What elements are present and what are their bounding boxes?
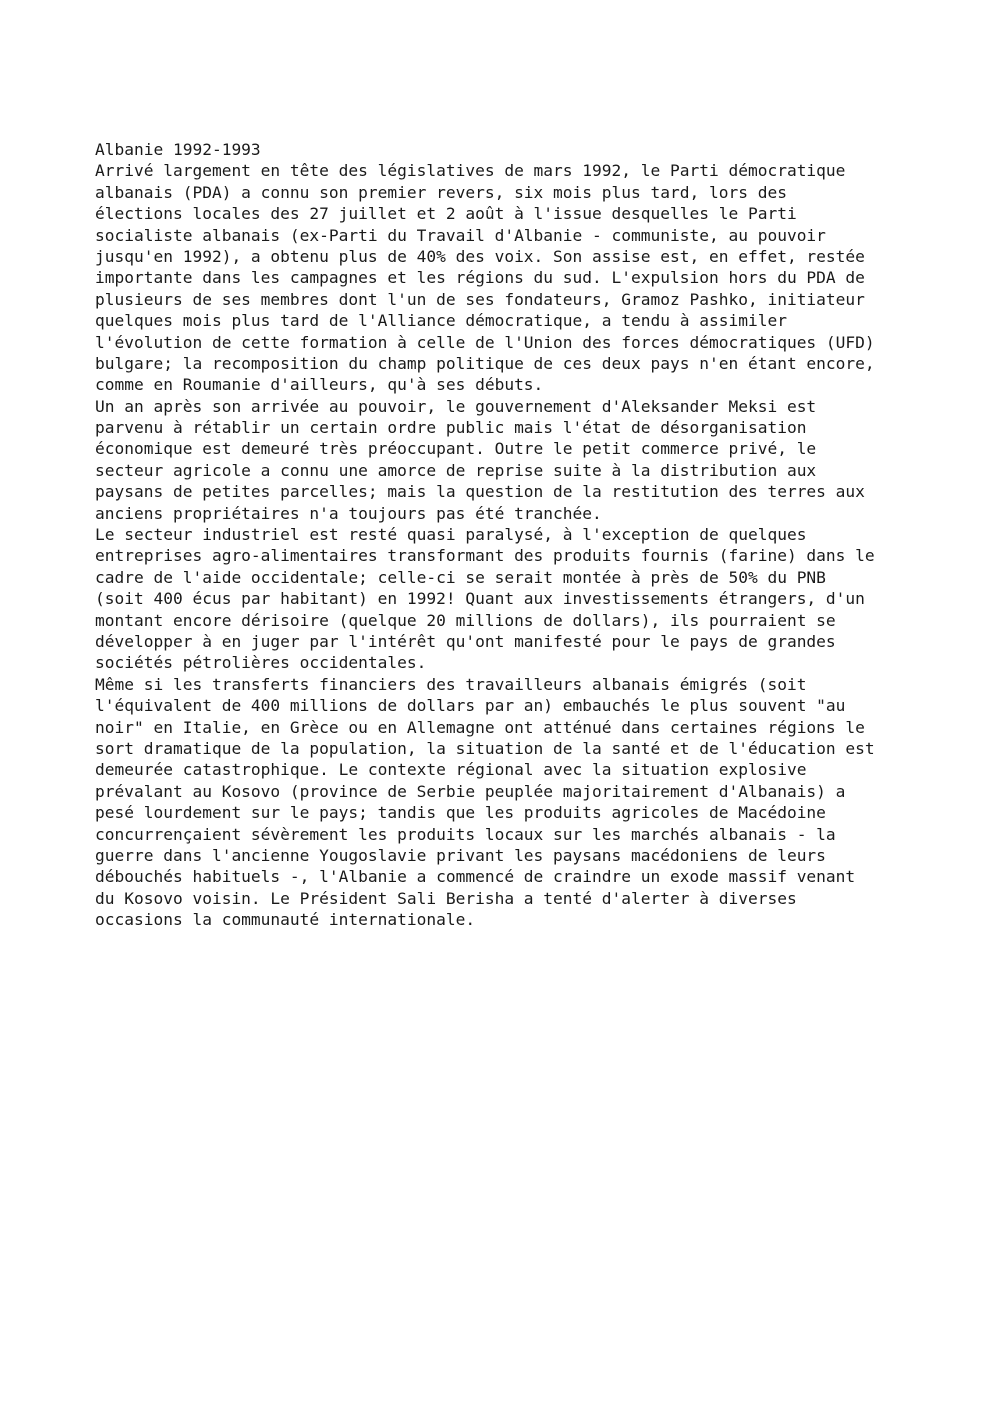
- body-line: albanais (PDA) a connu son premier revers, six mois plus tard, lors des: [95, 182, 787, 202]
- body-line: débouchés habituels -, l'Albanie a commencé de craindre un exode massif venant: [95, 867, 856, 887]
- body-line: comme en Roumanie d'ailleurs, qu'à ses débuts.: [95, 375, 544, 395]
- body-line: noir" en Italie, en Grèce ou en Allemagne ont atténué dans certaines régions le: [95, 717, 865, 737]
- body-line: parvenu à rétablir un certain ordre public mais l'état de désorganisation: [95, 418, 807, 438]
- body-line: Arrivé largement en tête des législatives de mars 1992, le Parti démocratique: [95, 161, 846, 181]
- body-line: montant encore dérisoire (quelque 20 millions de dollars), ils pourraient se: [95, 610, 836, 630]
- body-line: anciens propriétaires n'a toujours pas été tranchée.: [95, 503, 602, 523]
- body-line: entreprises agro-alimentaires transformant des produits fournis (farine) dans le: [95, 546, 875, 566]
- body-line: développer à en juger par l'intérêt qu'ont manifesté pour le pays de grandes: [95, 631, 836, 651]
- body-line: élections locales des 27 juillet et 2 août à l'issue desquelles le Parti: [95, 204, 797, 224]
- body-line: (soit 400 écus par habitant) en 1992! Quant aux investissements étrangers, d'un: [95, 589, 865, 609]
- body-line: du Kosovo voisin. Le Président Sali Berisha a tenté d'alerter à diverses: [95, 888, 797, 908]
- body-line: Même si les transferts financiers des travailleurs albanais émigrés (soit: [95, 674, 807, 694]
- body-line: l'évolution de cette formation à celle de l'Union des forces démocratiques (UFD): [95, 332, 875, 352]
- body-line: sociétés pétrolières occidentales.: [95, 653, 427, 673]
- body-line: Le secteur industriel est resté quasi paralysé, à l'exception de quelques: [95, 525, 807, 545]
- document-page: [95, 139, 955, 930]
- body-line: secteur agricole a connu une amorce de reprise suite à la distribution aux: [95, 460, 817, 480]
- body-line: guerre dans l'ancienne Yougoslavie privant les paysans macédoniens de leurs: [95, 845, 826, 865]
- body-line: demeurée catastrophique. Le contexte régional avec la situation explosive: [95, 760, 807, 780]
- body-line: jusqu'en 1992), a obtenu plus de 40% des voix. Son assise est, en effet, restée: [95, 246, 865, 266]
- body-line: pesé lourdement sur le pays; tandis que les produits agricoles de Macédoine: [95, 803, 826, 823]
- body-line: sort dramatique de la population, la situation de la santé et de l'éducation est: [95, 738, 875, 758]
- body-line: paysans de petites parcelles; mais la question de la restitution des terres aux: [95, 482, 865, 502]
- body-line: concurrençaient sévèrement les produits locaux sur les marchés albanais - la: [95, 824, 836, 844]
- body-line: prévalant au Kosovo (province de Serbie peuplée majoritairement d'Albanais) a: [95, 781, 846, 801]
- body-line: importante dans les campagnes et les régions du sud. L'expulsion hors du PDA de: [95, 268, 865, 288]
- body-line: l'équivalent de 400 millions de dollars par an) embauchés le plus souvent "au: [95, 696, 846, 716]
- body-line: occasions la communauté internationale.: [95, 910, 476, 930]
- body-line: cadre de l'aide occidentale; celle-ci se serait montée à près de 50% du PNB: [95, 567, 826, 587]
- body-line: économique est demeuré très préoccupant. Outre le petit commerce privé, le: [95, 439, 817, 459]
- body-line: bulgare; la recomposition du champ politique de ces deux pays n'en étant encore,: [95, 353, 875, 373]
- document-body: [95, 160, 955, 930]
- body-line: quelques mois plus tard de l'Alliance démocratique, a tendu à assimiler: [95, 311, 787, 331]
- body-line: socialiste albanais (ex-Parti du Travail d'Albanie - communiste, au pouvoir: [95, 225, 826, 245]
- body-line: plusieurs de ses membres dont l'un de ses fondateurs, Gramoz Pashko, initiateur: [95, 289, 865, 309]
- document-title: Albanie 1992-1993: [95, 140, 261, 159]
- body-line: Un an après son arrivée au pouvoir, le gouvernement d'Aleksander Meksi est: [95, 396, 817, 416]
